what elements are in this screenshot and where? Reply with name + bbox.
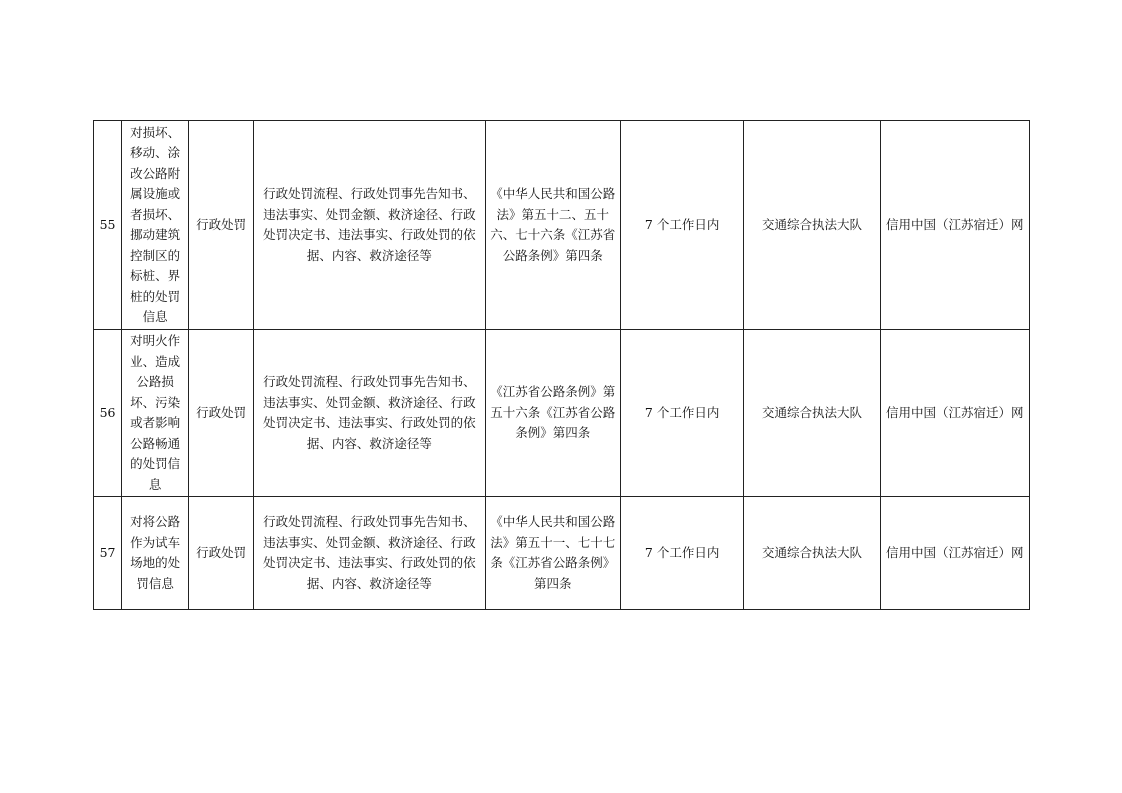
category: 行政处罚 <box>189 121 254 330</box>
category: 行政处罚 <box>189 330 254 497</box>
channel: 信用中国（江苏宿迁）网 <box>880 497 1029 610</box>
disclosure-content: 行政处罚流程、行政处罚事先告知书、违法事实、处罚金额、救济途径、行政处罚决定书、违法事实、行政处罚的依据、内容、救济途径等 <box>254 121 486 330</box>
table-row <box>94 330 1030 497</box>
channel: 信用中国（江苏宿迁）网 <box>880 121 1029 330</box>
disclosure-item: 对明火作业、造成公路损坏、污染或者影响公路畅通的处罚信息 <box>122 330 189 497</box>
legal-basis: 《江苏省公路条例》第五十六条《江苏省公路条例》第四条 <box>485 330 620 497</box>
disclosure-item: 对损坏、移动、涂改公路附属设施或者损坏、挪动建筑控制区的标桩、界桩的处罚信息 <box>122 121 189 330</box>
time-limit: 7 个工作日内 <box>620 330 743 497</box>
time-limit: 7 个工作日内 <box>620 497 743 610</box>
category: 行政处罚 <box>189 497 254 610</box>
legal-basis: 《中华人民共和国公路法》第五十二、五十六、七十六条《江苏省公路条例》第四条 <box>485 121 620 330</box>
department: 交通综合执法大队 <box>744 497 880 610</box>
disclosure-content: 行政处罚流程、行政处罚事先告知书、违法事实、处罚金额、救济途径、行政处罚决定书、违法事实、行政处罚的依据、内容、救济途径等 <box>254 330 486 497</box>
table-row <box>94 121 1030 330</box>
row-number: 56 <box>94 330 122 497</box>
row-number: 57 <box>94 497 122 610</box>
disclosure-content: 行政处罚流程、行政处罚事先告知书、违法事实、处罚金额、救济途径、行政处罚决定书、违法事实、行政处罚的依据、内容、救济途径等 <box>254 497 486 610</box>
row-number: 55 <box>94 121 122 330</box>
department: 交通综合执法大队 <box>744 330 880 497</box>
department: 交通综合执法大队 <box>744 121 880 330</box>
time-limit: 7 个工作日内 <box>620 121 743 330</box>
channel: 信用中国（江苏宿迁）网 <box>880 330 1029 497</box>
legal-basis: 《中华人民共和国公路法》第五十一、七十七条《江苏省公路条例》第四条 <box>485 497 620 610</box>
disclosure-item: 对将公路作为试车场地的处罚信息 <box>122 497 189 610</box>
disclosure-table <box>93 120 1030 610</box>
table-row <box>94 497 1030 610</box>
